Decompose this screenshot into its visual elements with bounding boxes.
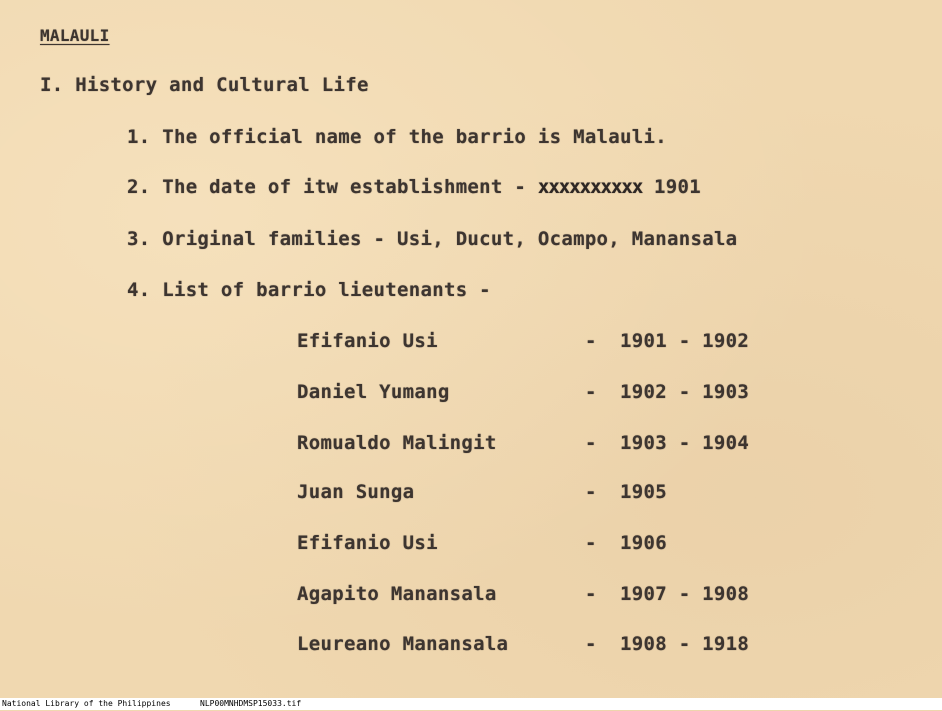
- lieutenant-dash: -: [585, 481, 597, 503]
- lieutenant-name: Romualdo Malingit: [297, 432, 497, 454]
- lieutenant-years: 1903 - 1904: [620, 432, 750, 454]
- lieutenant-years: 1908 - 1918: [620, 633, 750, 655]
- lieutenant-years: 1907 - 1908: [620, 583, 750, 605]
- establishment-year: 1901: [654, 176, 701, 198]
- lieutenant-name: Agapito Manansala: [297, 583, 497, 605]
- lieutenant-dash: -: [585, 381, 597, 403]
- item-lieutenants-heading: 4. List of barrio lieutenants -: [127, 279, 491, 301]
- lieutenant-name: Efifanio Usi: [297, 330, 438, 352]
- library-credit: National Library of the Philippines: [2, 699, 171, 708]
- lieutenant-name: Efifanio Usi: [297, 532, 438, 554]
- scan-footer: [0, 698, 942, 710]
- document-title: MALAULI: [40, 26, 110, 45]
- lieutenant-years: 1901 - 1902: [620, 330, 750, 352]
- lieutenant-name: Juan Sunga: [297, 481, 415, 503]
- item-establishment-date: [127, 176, 701, 198]
- lieutenant-name: Daniel Yumang: [297, 381, 450, 403]
- item-official-name: 1. The official name of the barrio is Malauli.: [127, 126, 667, 148]
- lieutenant-name: Leureano Manansala: [297, 633, 509, 655]
- file-id: NLP00MNHDMSP15033.tif: [200, 699, 302, 708]
- lieutenant-dash: -: [585, 583, 597, 605]
- lieutenant-dash: -: [585, 532, 597, 554]
- item-original-families: 3. Original families - Usi, Ducut, Ocampo, Manansala: [127, 228, 738, 250]
- section-heading: I. History and Cultural Life: [40, 74, 369, 96]
- lieutenant-years: 1906: [620, 532, 667, 554]
- lieutenant-dash: -: [585, 432, 597, 454]
- struck-out-text: xxxxxxxxxx: [537, 176, 643, 198]
- lieutenant-years: 1905: [620, 481, 667, 503]
- establishment-label: 2. The date of itw establishment -: [127, 176, 527, 198]
- lieutenant-years: 1902 - 1903: [620, 381, 750, 403]
- lieutenant-dash: -: [585, 633, 597, 655]
- lieutenant-dash: -: [585, 330, 597, 352]
